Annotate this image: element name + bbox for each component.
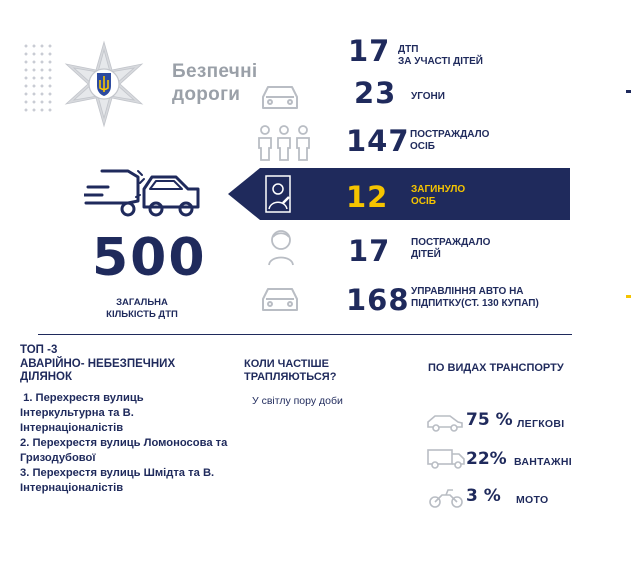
police-star-icon (60, 40, 148, 128)
stat-value-children-accidents: 17 (348, 34, 391, 68)
stat-label-line: ЗА УЧАСТІ ДІТЕЙ (398, 56, 483, 67)
when-title-line: ТРАПЛЯЮТЬСЯ? (244, 371, 337, 383)
transport-label-moto: МОТО (516, 494, 549, 506)
stat-value-thefts: 23 (354, 76, 397, 110)
list-item: 3. Перехрестя вулиць Шмідта та В. Інтернаціоналістів (20, 467, 218, 494)
navy-edge-mark (626, 90, 631, 93)
transport-title: ПО ВИДАХ ТРАНСПОРТУ (428, 362, 564, 374)
stat-label-line: ЗАГИНУЛО (411, 184, 466, 195)
stat-label-drunk-driving (411, 286, 539, 310)
stat-value-deaths: 12 (346, 180, 389, 214)
brand-line-2: дороги (172, 84, 241, 105)
stat-label-line: УПРАВЛІННЯ АВТО НА (411, 286, 524, 297)
top3-list (20, 391, 230, 496)
list-item: 1. Перехрестя вулиць Інтеркультурна та В. Інтернаціоналістів (20, 392, 147, 434)
motorcycle-icon (428, 487, 464, 509)
people-icon (255, 124, 313, 162)
truck-icon (426, 448, 466, 470)
section-divider (38, 334, 572, 335)
car-crash-icon (84, 165, 206, 223)
child-icon (266, 228, 296, 266)
top3-title-line: ДІЛЯНОК (20, 371, 72, 383)
total-label-2: КІЛЬКІСТЬ ДТП (106, 309, 178, 320)
transport-pct-moto: 3 % (466, 486, 501, 506)
stat-value-injured: 147 (346, 124, 410, 158)
list-item: 2. Перехрестя вулиць Ломоносова та Гризодубової (20, 437, 231, 464)
transport-label-trucks: ВАНТАЖНІ (514, 456, 572, 468)
total-label-1: ЗАГАЛЬНА (116, 297, 168, 308)
yellow-edge-mark (626, 295, 631, 298)
stat-label-line: ОСІБ (410, 141, 435, 152)
top3-title-line: ТОП -3 (20, 344, 58, 356)
stat-value-drunk-driving: 168 (346, 283, 410, 317)
total-accidents-value: 500 (92, 228, 207, 288)
brand-line-1: Безпечні (172, 61, 258, 82)
car-icon (426, 413, 464, 433)
stat-label-thefts: УГОНИ (411, 91, 445, 102)
stat-label-line: ПІДПИТКУ(СТ. 130 КУПАП) (411, 298, 539, 309)
total-accidents-label (92, 297, 192, 321)
stat-label-children-accidents (398, 44, 483, 68)
stat-label-line: ПОСТРАЖДАЛО (410, 129, 490, 140)
car-icon (260, 284, 300, 314)
dot-pattern (22, 42, 52, 112)
top3-title-line: АВАРІЙНО- НЕБЕЗПЕЧНИХ (20, 357, 176, 370)
stat-label-line: ДТП (398, 44, 419, 55)
stat-label-deaths (411, 184, 465, 208)
when-title (244, 358, 336, 384)
transport-pct-trucks: 22% (466, 449, 507, 469)
stat-label-injured (410, 129, 489, 153)
car-icon (260, 82, 300, 112)
stat-label-line: ДІТЕЙ (411, 249, 441, 260)
stat-label-injured-children (411, 237, 490, 261)
stat-label-line: ОСІБ (411, 196, 436, 207)
stat-label-line: ПОСТРАЖДАЛО (411, 237, 491, 248)
when-value: У світлу пору доби (252, 395, 343, 407)
portrait-icon (265, 175, 291, 213)
when-title-line: КОЛИ ЧАСТІШЕ (244, 358, 329, 370)
stat-value-injured-children: 17 (348, 234, 391, 268)
transport-label-cars: ЛЕГКОВІ (517, 418, 565, 430)
top3-title (20, 344, 175, 385)
transport-pct-cars: 75 % (466, 410, 513, 430)
brand-title (172, 60, 257, 106)
